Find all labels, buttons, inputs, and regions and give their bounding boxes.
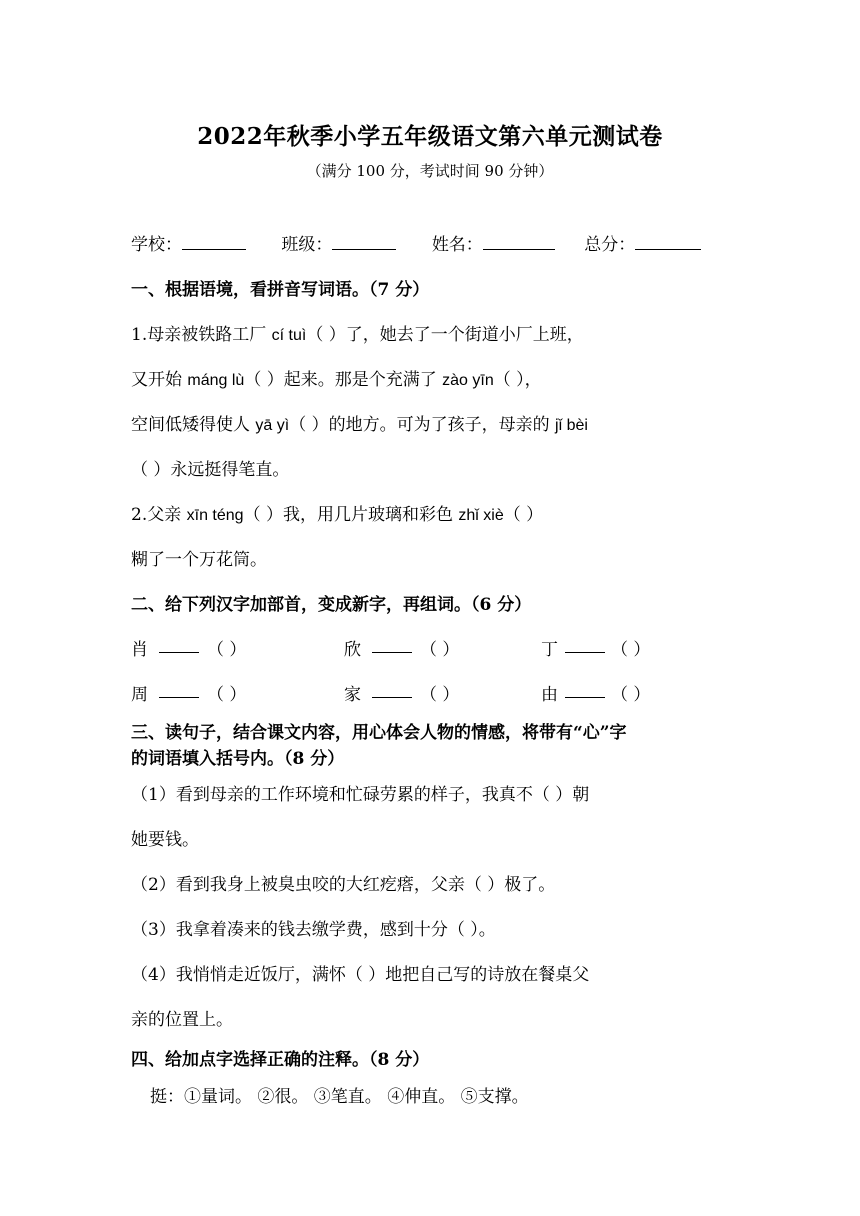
section1-q1-line4: （ ）永远挺得笔直。 — [131, 460, 290, 480]
pinyin-zhixie: zhǐ xiè — [458, 507, 504, 524]
pinyin-manglu: máng lù — [187, 372, 245, 389]
char-ding: 丁 — [541, 640, 558, 660]
q1-text-f: 空间低矮得使人 — [131, 415, 256, 435]
char-jia: 家 — [344, 685, 361, 705]
q1-text-g: （ ）的地方。可为了孩子，母亲的 — [289, 415, 556, 435]
char-xin: 欣 — [344, 640, 361, 660]
school-blank[interactable] — [182, 234, 246, 250]
section4-definitions: 挺：①量词。 ②很。 ③笔直。 ④伸直。 ⑤支撑。 — [150, 1087, 529, 1107]
word-paren: （ ） — [611, 640, 651, 660]
q1-text-c: 又开始 — [131, 370, 188, 390]
word-paren: （ ） — [420, 640, 460, 660]
section1-q1-line2 — [131, 365, 542, 390]
q2-text-b: （ ）我，用几片玻璃和彩色 — [243, 505, 459, 525]
section1-q2-line2: 糊了一个万花筒。 — [131, 550, 267, 570]
section1-q1-line3 — [131, 410, 588, 435]
class-blank[interactable] — [332, 234, 396, 250]
pinyin-xinteng: xīn téng — [186, 507, 244, 524]
radical-blank[interactable] — [565, 683, 605, 698]
radical-row-2 — [131, 680, 731, 704]
section1-q2-line1 — [131, 500, 543, 525]
radical-blank[interactable] — [565, 638, 605, 653]
total-blank[interactable] — [635, 234, 701, 250]
section3-q4-line2: 亲的位置上。 — [131, 1010, 233, 1030]
name-blank[interactable] — [483, 234, 555, 250]
page-title: 2022年秋季小学五年级语文第六单元测试卷 — [197, 123, 663, 150]
q1-text-a: 1.母亲被铁路工厂 — [131, 325, 272, 345]
school-label: 学校： — [131, 235, 182, 255]
section3-heading-line2: 的词语填入括号内。（8 分） — [131, 749, 345, 769]
char-zhou: 周 — [131, 685, 148, 705]
word-paren: （ ） — [420, 685, 460, 705]
char-xiao: 肖 — [131, 640, 148, 660]
section3-q4-line1: （4）我悄悄走近饭厅，满怀（ ）地把自己写的诗放在餐桌父 — [131, 965, 590, 985]
word-paren: （ ） — [611, 685, 651, 705]
pinyin-zaoyin: zào yīn — [442, 372, 494, 389]
section3-q2: （2）看到我身上被臭虫咬的大红疙瘩，父亲（ ）极了。 — [131, 875, 556, 895]
section1-heading: 一、根据语境，看拼音写词语。（7 分） — [131, 280, 430, 300]
q2-text-c: （ ） — [503, 505, 544, 525]
section3-q1-line2: 她要钱。 — [131, 830, 199, 850]
q2-text-a: 2.父亲 — [131, 505, 187, 525]
pinyin-yayi: yā yì — [255, 417, 290, 434]
section4-heading: 四、给加点字选择正确的注释。（8 分） — [131, 1050, 430, 1070]
page-subtitle: （满分 100 分，考试时间 90 分钟） — [306, 162, 554, 180]
name-label: 姓名： — [431, 235, 483, 255]
section1-q1-line1 — [131, 320, 584, 345]
q1-text-b: （ ）了，她去了一个街道小厂上班， — [306, 325, 584, 345]
section3-q1-line1: （1）看到母亲的工作环境和忙碌劳累的样子，我真不（ ）朝 — [131, 785, 590, 805]
q1-text-d: （ ）起来。那是个充满了 — [244, 370, 443, 390]
q1-text-e: （ ）， — [493, 370, 542, 390]
section3-heading-line1: 三、读句子，结合课文内容，用心体会人物的情感，将带有“心”字 — [131, 723, 627, 743]
radical-blank[interactable] — [372, 638, 412, 653]
word-paren: （ ） — [207, 640, 247, 660]
total-label: 总分： — [584, 235, 636, 255]
pinyin-citui: cí tuì — [271, 327, 307, 344]
section3-q3: （3）我拿着凑来的钱去缴学费，感到十分（ ）。 — [131, 920, 496, 940]
radical-row-1 — [131, 635, 731, 659]
class-label: 班级： — [281, 235, 333, 255]
radical-blank[interactable] — [159, 638, 199, 653]
pinyin-jibei: jǐ bèi — [555, 417, 588, 434]
radical-blank[interactable] — [372, 683, 412, 698]
char-you: 由 — [541, 685, 558, 705]
radical-blank[interactable] — [159, 683, 199, 698]
student-info-line — [131, 230, 701, 255]
section2-heading: 二、给下列汉字加部首，变成新字，再组词。（6 分） — [131, 595, 532, 615]
word-paren: （ ） — [207, 685, 247, 705]
